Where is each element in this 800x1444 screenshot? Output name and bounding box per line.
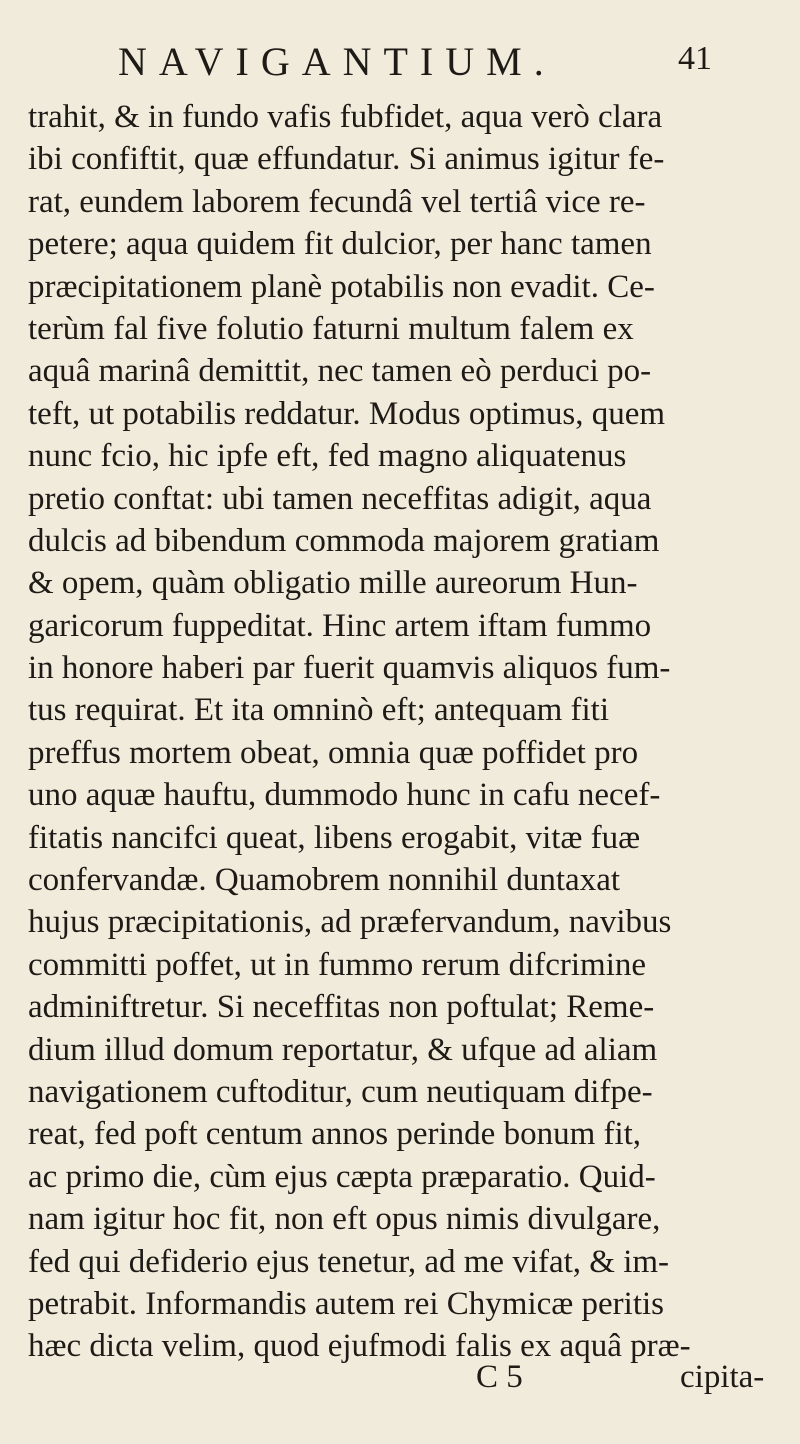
text-line: & opem, quàm obligatio mille aureorum Hun-: [28, 565, 638, 602]
text-line: confervandæ. Quamobrem nonnihil duntaxat: [28, 862, 621, 899]
signature-mark: C 5: [476, 1359, 523, 1395]
text-line: dium illud domum reportatur, & ufque ad aliam: [28, 1031, 658, 1068]
catchword: cipita-: [680, 1359, 765, 1395]
text-line: petrabit. Informandis autem rei Chymicæ peritis: [28, 1285, 665, 1322]
page-footer: [0, 1354, 800, 1400]
text-line: preffus mortem obeat, omnia quæ poffidet pro: [28, 734, 639, 771]
text-line: trahit, & in fundo vafis fubfidet, aqua verò clara: [28, 99, 663, 135]
text-line: reat, fed poft centum annos perinde bonum fit,: [28, 1116, 642, 1153]
text-line: adminiftretur. Si neceffitas non poftulat; Reme-: [28, 989, 655, 1026]
text-line: pretio conftat: ubi tamen neceffitas adigit, aqua: [28, 480, 652, 517]
running-head: NAVIGANTIUM.: [118, 39, 556, 84]
body-text: [28, 96, 788, 1368]
text-line: dulcis ad bibendum commoda majorem gratiam: [28, 522, 660, 559]
text-line: committi poffet, ut in fummo rerum difcrimine: [28, 946, 647, 983]
text-line: petere; aqua quidem fit dulcior, per hanc tamen: [28, 226, 652, 263]
text-line: teft, ut potabilis reddatur. Modus optimus, quem: [28, 395, 666, 432]
text-line: ibi confiftit, quæ effundatur. Si animus igitur fe-: [28, 141, 665, 178]
text-line: fed qui defiderio ejus tenetur, ad me vifat, & im-: [28, 1243, 670, 1280]
text-line: hæc dicta velim, quod ejufmodi falis ex aquâ præ-: [28, 1328, 691, 1365]
text-line: ac primo die, cùm ejus cæpta præparatio. Quid-: [28, 1158, 656, 1195]
text-line: nunc fcio, hic ipfe eft, fed magno aliquatenus: [28, 438, 627, 475]
text-line: rat, eundem laborem fecundâ vel tertiâ vice re-: [28, 183, 646, 220]
text-line: terùm fal five folutio faturni multum falem ex: [28, 310, 634, 347]
text-line: aquâ marinâ demittit, nec tamen eò perduci po-: [28, 353, 652, 390]
text-line: præcipitationem planè potabilis non evadit. Ce-: [28, 268, 655, 305]
text-line: in honore haberi par fuerit quamvis aliquos fum-: [28, 650, 671, 687]
text-line: garicorum fuppeditat. Hinc artem iftam fummo: [28, 607, 652, 644]
text-line: uno aquæ hauftu, dummodo hunc in cafu necef-: [28, 777, 661, 814]
text-line: nam igitur hoc fit, non eft opus nimis divulgare,: [28, 1201, 661, 1238]
text-line: fitatis nancifci queat, libens erogabit, vitæ fuæ: [28, 819, 641, 856]
text-line: tus requirat. Et ita omninò eft; antequam fiti: [28, 692, 610, 729]
page-header: [0, 34, 800, 94]
page-number: 41: [678, 40, 712, 77]
text-line: hujus præcipitationis, ad præfervandum, navibus: [28, 904, 672, 941]
text-line: navigationem cuftoditur, cum neutiquam difpe-: [28, 1073, 653, 1110]
